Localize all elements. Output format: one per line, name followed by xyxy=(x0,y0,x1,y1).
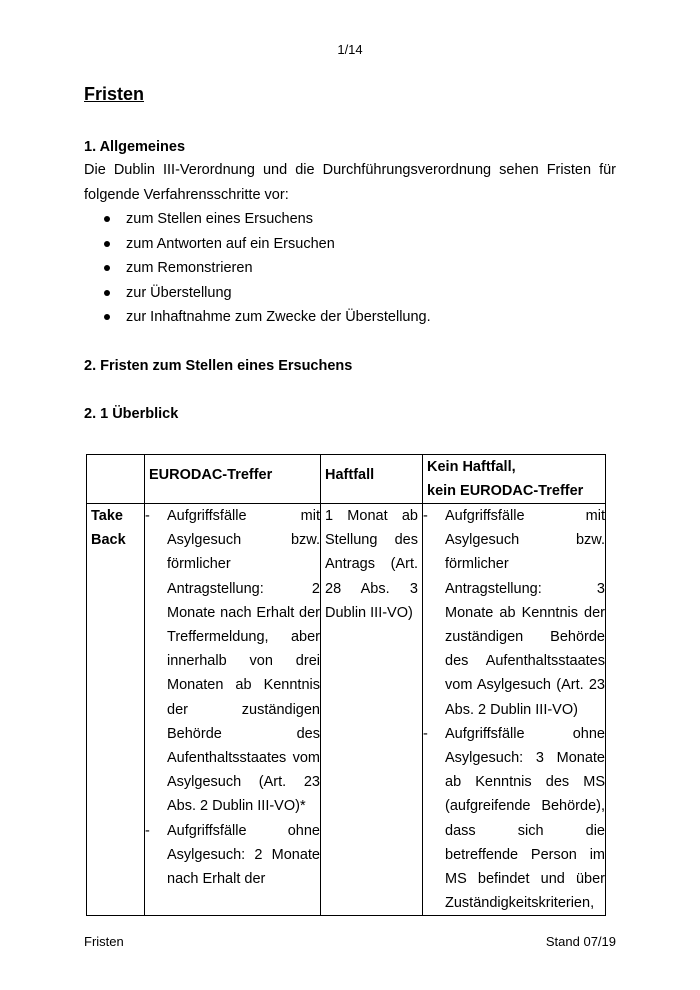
intro-paragraph: Die Dublin III-Verordnung und die Durchführungsverordnung sehen Fristen für folgende Verfahrensschritte vor: xyxy=(84,162,616,203)
bullet-icon xyxy=(104,265,110,271)
section-heading-fristen-ersuchen: 2. Fristen zum Stellen eines Ersuchens xyxy=(84,358,353,374)
header-kein-haftfall: Kein Haftfall, kein EURODAC-Treffer xyxy=(423,455,606,504)
deadlines-table xyxy=(86,454,606,916)
cell-kein-haftfall xyxy=(423,504,606,916)
footer-date: Stand 07/19 xyxy=(545,934,616,949)
list-item: - Aufgriffsfälle mit Asylgesuch bzw. förmlicher Antragstellung: 2 Monate nach Erhalt der Treffermeldung, aber innerhalb von drei Monaten ab Kenntnis der zuständigen Behörde des Aufenthaltsstaates vom Asylgesuch (Art. 23 Abs. 2 Dublin III-VO)* xyxy=(145,508,320,815)
page-number: 1/14 xyxy=(337,42,363,57)
table-row xyxy=(87,504,606,916)
cell-eurodac xyxy=(145,504,321,916)
header-eurodac: EURODAC-Treffer xyxy=(145,455,321,504)
list-item: - Aufgriffsfälle ohne Asylgesuch: 3 Monate ab Kenntnis des MS (aufgreifende Behörde), dass sich die betreffende Person im MS befindet und über Zuständigkeitskriterien, xyxy=(423,725,605,912)
list-item: - Aufgriffsfälle mit Asylgesuch bzw. förmlicher Antragstellung: 3 Monate ab Kenntnis der zuständigen Behörde des Aufenthaltsstaates vom Asylgesuch (Art. 23 Abs. 2 Dublin III-VO) xyxy=(423,508,605,718)
list-item: zum Antworten auf ein Ersuchen xyxy=(84,232,431,257)
page-title: Fristen xyxy=(84,84,145,104)
list-item: zum Stellen eines Ersuchens xyxy=(84,207,431,232)
bullet-icon xyxy=(104,216,110,222)
procedure-steps-list xyxy=(84,207,431,330)
table-header-row xyxy=(87,455,606,504)
header-haftfall: Haftfall xyxy=(321,455,423,504)
section-heading-ueberblick: 2. 1 Überblick xyxy=(84,406,179,422)
bullet-icon xyxy=(104,290,110,296)
list-item: zur Inhaftnahme zum Zwecke der Überstellung. xyxy=(84,305,431,330)
header-empty xyxy=(87,455,145,504)
cell-haftfall: 1 Monat ab Stellung des Antrags (Art. 28 Abs. 3 Dublin III-VO) xyxy=(321,504,423,916)
list-item: zum Remonstrieren xyxy=(84,256,431,281)
bullet-icon xyxy=(104,241,110,247)
list-item: zur Überstellung xyxy=(84,281,431,306)
list-item: - Aufgriffsfälle ohne Asylgesuch: 2 Monate nach Erhalt der xyxy=(145,822,320,888)
section-heading-allgemeines: 1. Allgemeines xyxy=(84,139,186,155)
row-label: Take Back xyxy=(87,504,145,916)
footer-title: Fristen xyxy=(84,934,124,949)
bullet-icon xyxy=(104,314,110,320)
